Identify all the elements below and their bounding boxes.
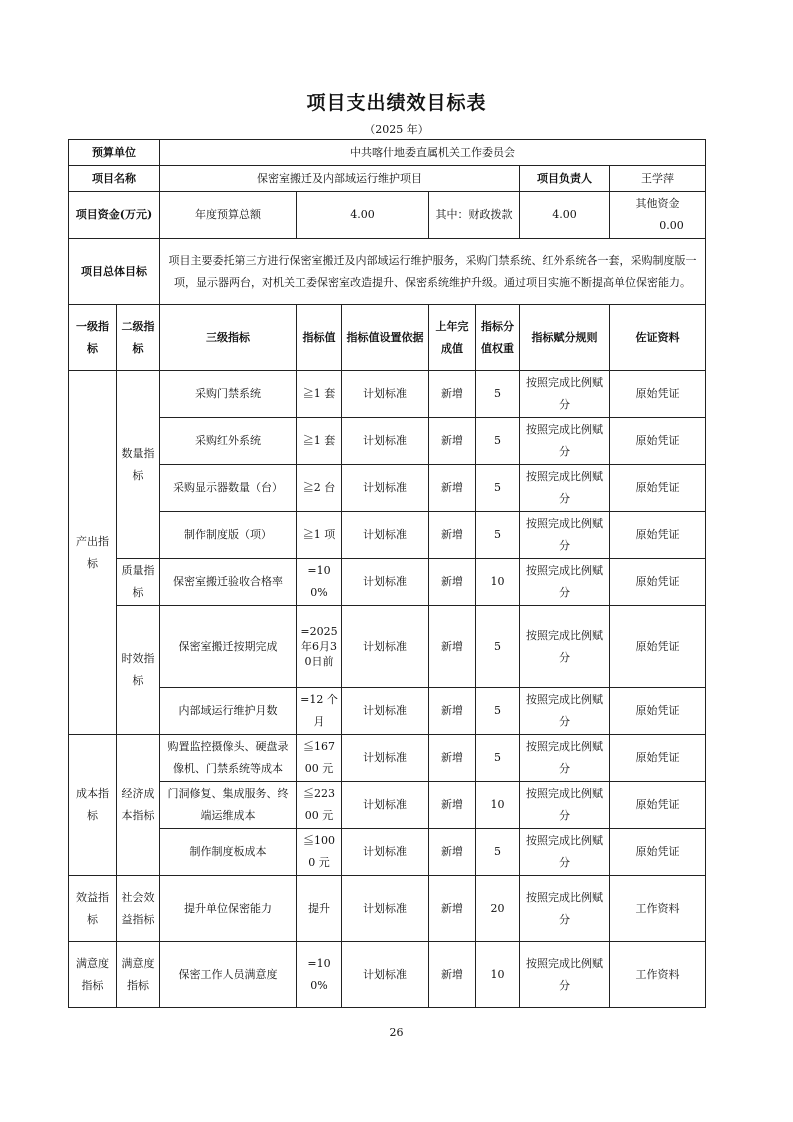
indicator-cell: 购置监控摄像头、硬盘录像机、门禁系统等成本 [160,735,297,782]
weight-cell: 5 [476,465,520,512]
last-year-cell: 新增 [429,688,476,735]
indicator-cell: 制作制度板成本 [160,829,297,876]
evidence-cell: 原始凭证 [610,606,706,688]
evidence-cell: 原始凭证 [610,418,706,465]
weight-cell: 10 [476,782,520,829]
last-year-cell: 新增 [429,782,476,829]
evidence-cell: 原始凭证 [610,735,706,782]
col-header-basis: 指标值设置依据 [342,305,429,371]
unit-value: 中共喀什地委直属机关工作委员会 [160,140,706,166]
weight-cell: 5 [476,371,520,418]
other-funds-label: 其他资金 [635,197,680,210]
rule-cell: 按照完成比例赋分 [520,876,610,942]
last-year-cell: 新增 [429,512,476,559]
rule-cell: 按照完成比例赋分 [520,465,610,512]
basis-cell: 计划标准 [342,512,429,559]
value-cell: =2025年6月30日前 [297,606,342,688]
weight-cell: 5 [476,606,520,688]
basis-cell: 计划标准 [342,735,429,782]
level2-satisfaction: 满意度指标 [117,942,160,1008]
level2-economic: 经济成本指标 [117,735,160,876]
weight-cell: 5 [476,688,520,735]
col-header-evidence: 佐证资料 [610,305,706,371]
level2-quality: 质量指标 [117,559,160,606]
basis-cell: 计划标准 [342,559,429,606]
overall-goal-text: 项目主要委托第三方进行保密室搬迁及内部域运行维护服务，采购门禁系统、红外系统各一套，采购制度版一项，显示器两台，对机关工委保密室改造提升、保密系统维护升级。通过项目实施不断提高单位保密能力。 [160,239,706,305]
rule-cell: 按照完成比例赋分 [520,782,610,829]
project-name-row [69,166,706,192]
col-header-level1: 一级指标 [69,305,117,371]
last-year-cell: 新增 [429,829,476,876]
last-year-cell: 新增 [429,371,476,418]
basis-cell: 计划标准 [342,688,429,735]
project-name-label: 项目名称 [69,166,160,192]
performance-target-table [68,139,706,1008]
rule-cell: 按照完成比例赋分 [520,688,610,735]
annual-budget-label: 年度预算总额 [160,192,297,239]
table-row [69,782,706,829]
indicator-cell: 采购红外系统 [160,418,297,465]
indicator-cell: 保密室搬迁验收合格率 [160,559,297,606]
evidence-cell: 原始凭证 [610,559,706,606]
basis-cell: 计划标准 [342,782,429,829]
column-header-row [69,305,706,371]
funds-row [69,192,706,239]
last-year-cell: 新增 [429,559,476,606]
project-name-value: 保密室搬迁及内部域运行维护项目 [160,166,520,192]
table-row [69,688,706,735]
evidence-cell: 工作资料 [610,942,706,1008]
fiscal-value: 4.00 [520,192,610,239]
level1-satisfaction: 满意度指标 [69,942,117,1008]
rule-cell: 按照完成比例赋分 [520,418,610,465]
table-row [69,371,706,418]
overall-goal-row [69,239,706,305]
col-header-level2: 二级指标 [117,305,160,371]
rule-cell: 按照完成比例赋分 [520,559,610,606]
table-row [69,735,706,782]
level1-benefit: 效益指标 [69,876,117,942]
last-year-cell: 新增 [429,942,476,1008]
owner-value: 王学萍 [610,166,706,192]
indicator-cell: 采购门禁系统 [160,371,297,418]
value-cell: 提升 [297,876,342,942]
indicator-cell: 提升单位保密能力 [160,876,297,942]
value-cell: =12 个月 [297,688,342,735]
indicator-cell: 保密室搬迁按期完成 [160,606,297,688]
value-cell: ≧1 项 [297,512,342,559]
value-cell: ≧1 套 [297,418,342,465]
overall-goal-label: 项目总体目标 [69,239,160,305]
table-row [69,606,706,688]
table-row [69,876,706,942]
value-cell: =100% [297,559,342,606]
other-funds-cell [610,192,706,239]
level2-social: 社会效益指标 [117,876,160,942]
last-year-cell: 新增 [429,876,476,942]
level2-timeliness: 时效指标 [117,606,160,735]
indicator-cell: 制作制度版（项） [160,512,297,559]
value-cell: =100% [297,942,342,1008]
basis-cell: 计划标准 [342,829,429,876]
rule-cell: 按照完成比例赋分 [520,512,610,559]
rule-cell: 按照完成比例赋分 [520,942,610,1008]
table-row [69,512,706,559]
rule-cell: 按照完成比例赋分 [520,371,610,418]
last-year-cell: 新增 [429,735,476,782]
indicator-cell: 保密工作人员满意度 [160,942,297,1008]
year-label: （2025 年） [364,123,429,136]
table-row [69,942,706,1008]
evidence-cell: 工作资料 [610,876,706,942]
weight-cell: 10 [476,942,520,1008]
evidence-cell: 原始凭证 [610,688,706,735]
table-row [69,829,706,876]
annual-budget-value: 4.00 [297,192,429,239]
indicator-cell: 采购显示器数量（台） [160,465,297,512]
weight-cell: 10 [476,559,520,606]
basis-cell: 计划标准 [342,942,429,1008]
table-row [69,465,706,512]
rule-cell: 按照完成比例赋分 [520,829,610,876]
basis-cell: 计划标准 [342,876,429,942]
unit-label: 预算单位 [69,140,160,166]
last-year-cell: 新增 [429,418,476,465]
col-header-last-year: 上年完成值 [429,305,476,371]
col-header-level3: 三级指标 [160,305,297,371]
last-year-cell: 新增 [429,606,476,688]
unit-row [69,140,706,166]
weight-cell: 20 [476,876,520,942]
level1-output: 产出指标 [69,371,117,735]
value-cell: ≦22300 元 [297,782,342,829]
page-title: 项目支出绩效目标表 [306,92,487,114]
evidence-cell: 原始凭证 [610,465,706,512]
last-year-cell: 新增 [429,465,476,512]
col-header-weight: 指标分值权重 [476,305,520,371]
col-header-value: 指标值 [297,305,342,371]
indicator-cell: 内部域运行维护月数 [160,688,297,735]
value-cell: ≦1000 元 [297,829,342,876]
rule-cell: 按照完成比例赋分 [520,735,610,782]
evidence-cell: 原始凭证 [610,512,706,559]
value-cell: ≧2 台 [297,465,342,512]
rule-cell: 按照完成比例赋分 [520,606,610,688]
owner-label: 项目负责人 [520,166,610,192]
basis-cell: 计划标准 [342,371,429,418]
weight-cell: 5 [476,829,520,876]
table-row [69,559,706,606]
weight-cell: 5 [476,418,520,465]
table-row [69,418,706,465]
evidence-cell: 原始凭证 [610,371,706,418]
value-cell: ≧1 套 [297,371,342,418]
indicator-cell: 门洞修复、集成服务、终端运维成本 [160,782,297,829]
evidence-cell: 原始凭证 [610,829,706,876]
col-header-rule: 指标赋分规则 [520,305,610,371]
fiscal-label: 其中：财政拨款 [429,192,520,239]
value-cell: ≦16700 元 [297,735,342,782]
page-number: 26 [389,1026,404,1039]
fund-label: 项目资金(万元) [69,192,160,239]
other-funds-value: 0.00 [659,219,684,232]
basis-cell: 计划标准 [342,606,429,688]
level1-cost: 成本指标 [69,735,117,876]
weight-cell: 5 [476,512,520,559]
evidence-cell: 原始凭证 [610,782,706,829]
level2-quantity: 数量指标 [117,371,160,559]
basis-cell: 计划标准 [342,418,429,465]
weight-cell: 5 [476,735,520,782]
basis-cell: 计划标准 [342,465,429,512]
